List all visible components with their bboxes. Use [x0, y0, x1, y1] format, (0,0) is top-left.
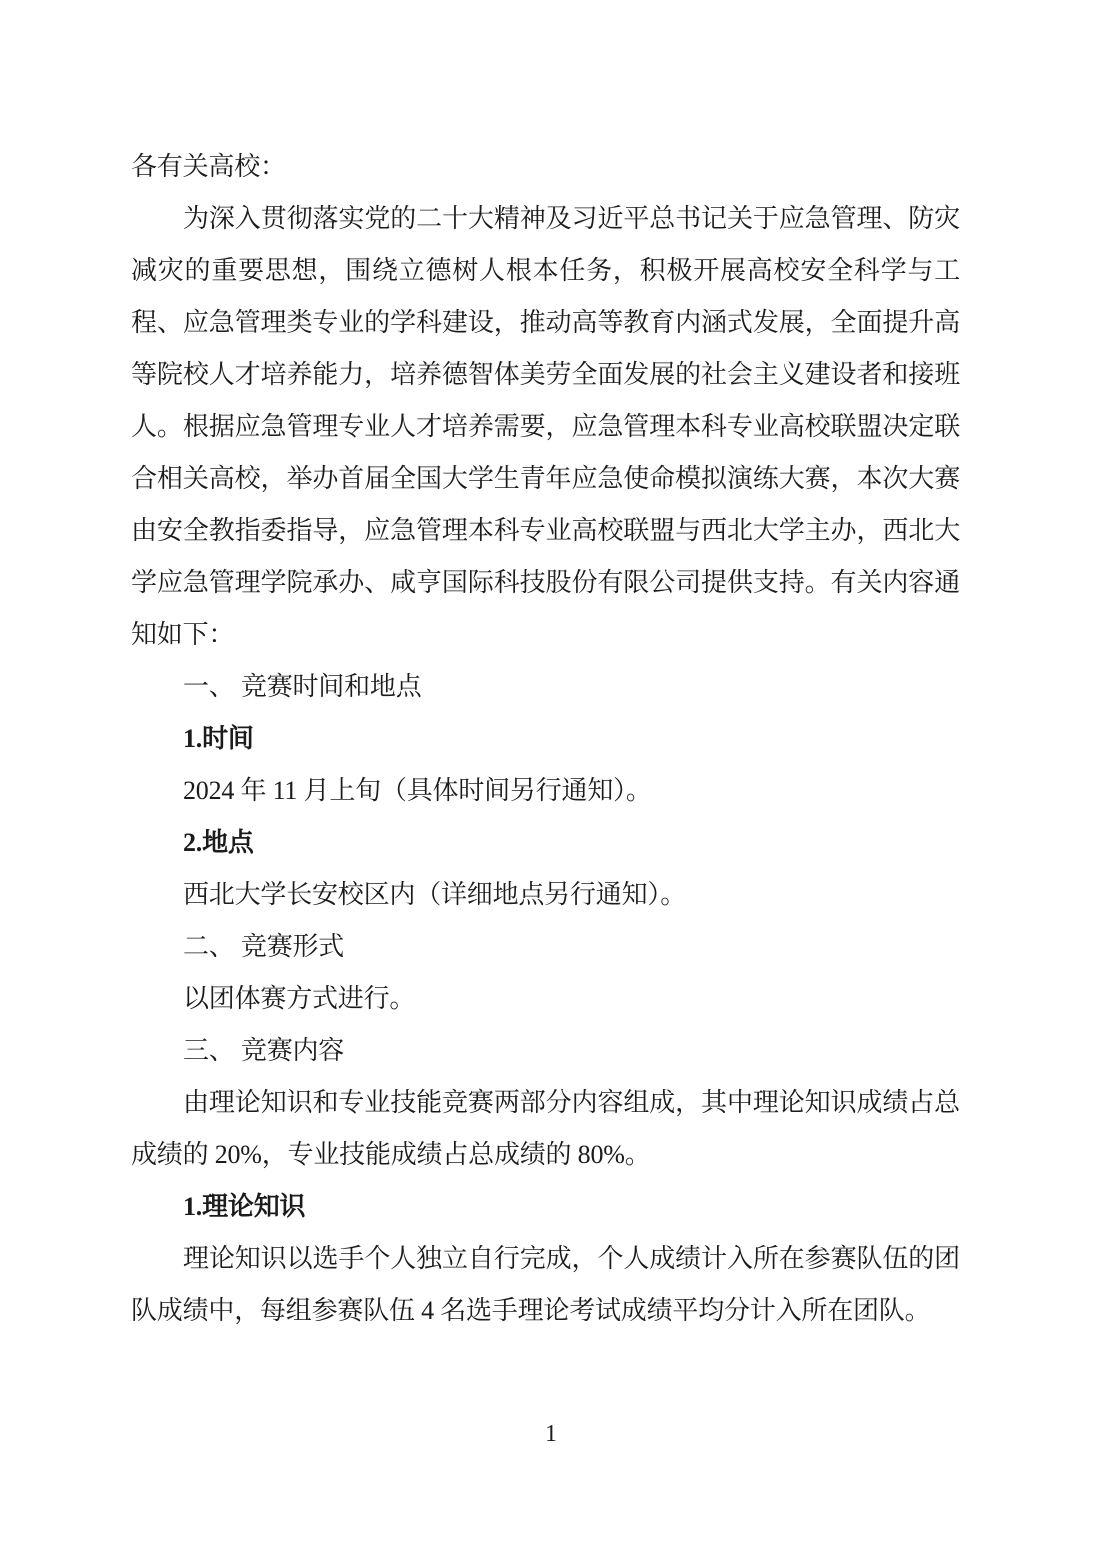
intro-paragraph-line: 人。根据应急管理专业人才培养需要，应急管理本科专业高校联盟决定联: [131, 412, 960, 441]
intro-paragraph-line: 程、应急管理类专业的学科建设，推动高等教育内涵式发展，全面提升高: [131, 308, 960, 337]
intro-paragraph-line: 减灾的重要思想，围绕立德树人根本任务，积极开展高校安全科学与工: [131, 256, 960, 285]
subsection-time-heading: 1.时间: [183, 724, 254, 753]
page-number: 1: [545, 1421, 557, 1447]
intro-paragraph-line: 学应急管理学院承办、咸亨国际科技股份有限公司提供支持。有关内容通: [131, 568, 960, 597]
intro-paragraph-line: 知如下：: [131, 620, 235, 649]
subsection-location-heading: 2.地点: [183, 828, 254, 857]
section-1-heading: 一、 竞赛时间和地点: [183, 672, 422, 701]
content-paragraph-line: 由理论知识和专业技能竞赛两部分内容组成，其中理论知识成绩占总: [183, 1088, 960, 1117]
intro-paragraph-line: 等院校人才培养能力，培养德智体美劳全面发展的社会主义建设者和接班: [131, 360, 960, 389]
salutation-line: 各有关高校：: [131, 152, 286, 181]
subsection-theory-heading: 1.理论知识: [183, 1192, 306, 1221]
section-3-heading: 三、 竞赛内容: [183, 1036, 345, 1065]
format-detail-line: 以团体赛方式进行。: [183, 984, 416, 1013]
document-body: [131, 141, 960, 1337]
section-2-heading: 二、 竞赛形式: [183, 932, 345, 961]
intro-paragraph-line: 由安全教指委指导，应急管理本科专业高校联盟与西北大学主办，西北大: [131, 516, 960, 545]
intro-paragraph-line: 为深入贯彻落实党的二十大精神及习近平总书记关于应急管理、防灾: [183, 204, 960, 233]
location-detail-line: 西北大学长安校区内（详细地点另行通知）。: [183, 880, 687, 909]
intro-paragraph-line: 合相关高校，举办首届全国大学生青年应急使命模拟演练大赛，本次大赛: [131, 464, 960, 493]
content-paragraph-line: 成绩的 20%，专业技能成绩占总成绩的 80%。: [131, 1140, 651, 1169]
theory-paragraph-line: 队成绩中，每组参赛队伍 4 名选手理论考试成绩平均分计入所在团队。: [131, 1296, 931, 1325]
theory-paragraph-line: 理论知识以选手个人独立自行完成，个人成绩计入所在参赛队伍的团: [183, 1244, 960, 1273]
time-detail-line: 2024 年 11 月上旬（具体时间另行通知）。: [183, 776, 652, 805]
